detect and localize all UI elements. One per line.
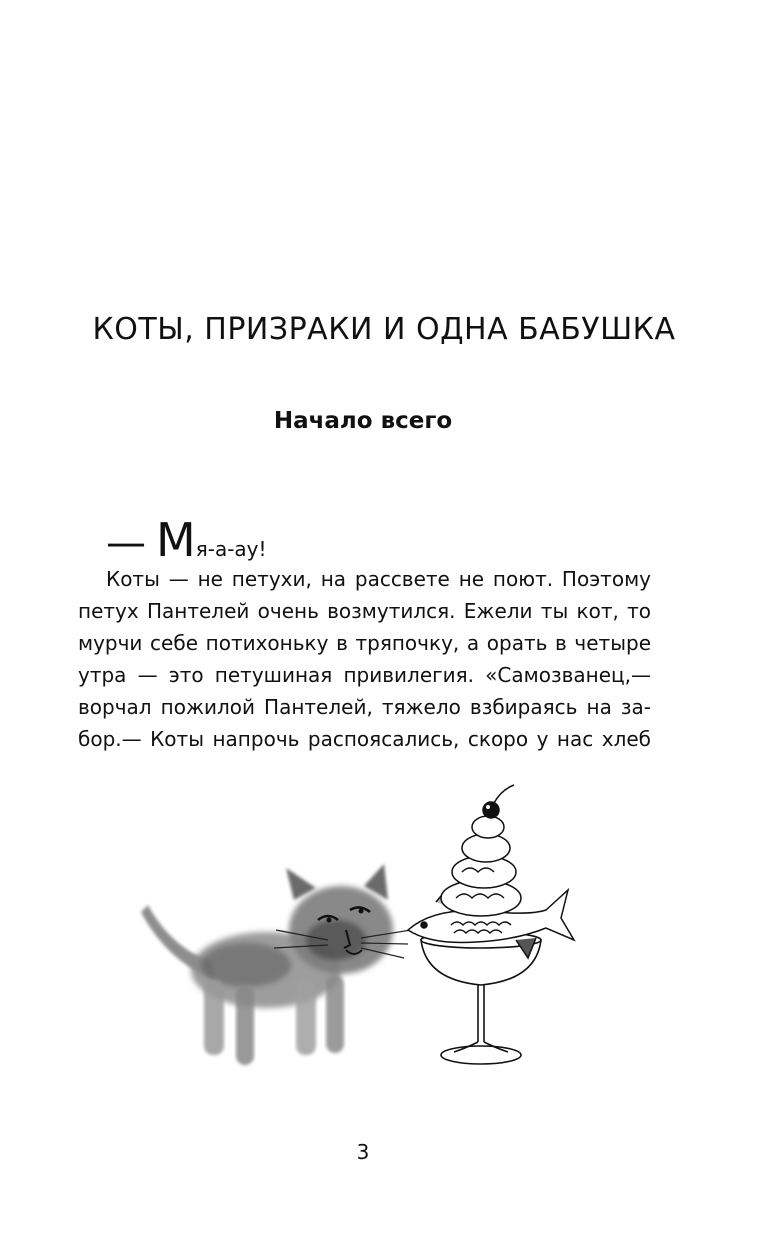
chapter-title: Начало всего [273, 408, 453, 434]
book-title: КОТЫ, ПРИЗРАКИ И ОДНА БАБУШКА [92, 312, 676, 347]
illustration [136, 780, 586, 1080]
body-paragraph [78, 563, 651, 755]
cat-icon [141, 864, 411, 1065]
text-line: петух Пантелей очень возмутился. Ежели ты кот, то [78, 599, 651, 623]
ice-cream-icon [441, 785, 521, 916]
text-line: Коты — не петухи, на рассвете не поют. Поэтому [106, 567, 651, 591]
text-line: бор.— Коты напрочь распоясались, скоро у нас хлеб [78, 727, 651, 751]
text-line: ворчал пожилой Пантелей, тяжело взбираясь на за- [78, 695, 651, 719]
drop-cap-initial: М [156, 513, 196, 567]
text-line: мурчи себе потихоньку в тряпочку, а орать в четыре [78, 631, 651, 655]
opening-line [106, 514, 267, 566]
dialogue-dash: — [106, 520, 146, 566]
page-number: 3 [356, 1140, 370, 1164]
opening-rest: я-а-ау! [195, 537, 267, 561]
text-line: утра — это петушиная привилегия. «Самозванец,— [78, 663, 651, 687]
